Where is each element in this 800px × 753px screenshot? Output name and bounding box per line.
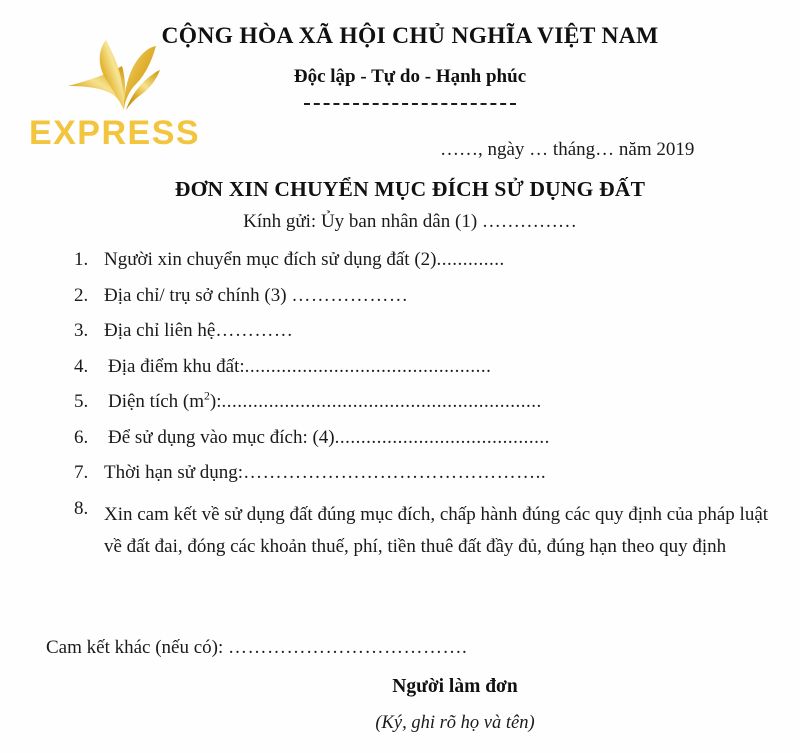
item-number: 2. <box>74 284 89 306</box>
item-label: Địa điểm khu đất: <box>108 355 245 377</box>
form-item-1 <box>74 250 774 269</box>
other-commitment-line <box>46 637 467 659</box>
item-body <box>108 428 774 447</box>
item-body <box>104 286 774 305</box>
page-title: ĐƠN XIN CHUYỂN MỤC ĐÍCH SỬ DỤNG ĐẤT <box>174 177 646 201</box>
form-item-5 <box>74 389 774 412</box>
item-dotted-leader: ............................................................. <box>221 391 542 412</box>
form-item-8 <box>74 499 774 564</box>
item-label: Diện tích (m <box>108 391 205 412</box>
item-dotted-leader: ............. <box>436 249 505 270</box>
item-label: Người xin chuyển mục đích sử dụng đất (2) <box>104 249 437 270</box>
form-items-list <box>74 250 774 580</box>
date-line: ……, ngày … tháng… năm 2019 <box>440 139 695 160</box>
item-label: Địa chỉ liên hệ <box>104 320 216 341</box>
item-number: 4. <box>74 355 89 377</box>
item-body <box>104 250 774 269</box>
item-number: 7. <box>74 462 89 483</box>
other-commitment-label: Cam kết khác (nếu có): <box>46 637 229 658</box>
item-label: Thời hạn sử dụng: <box>104 462 244 483</box>
nation-title: CỘNG HÒA XÃ HỘI CHỦ NGHĨA VIỆT NAM <box>161 23 659 49</box>
form-item-7 <box>74 463 774 482</box>
national-motto: Độc lập - Tự do - Hạnh phúc <box>293 66 527 88</box>
form-item-4 <box>74 357 774 376</box>
express-wordmark: EXPRESS <box>28 114 201 152</box>
item-label-suffix: ): <box>209 391 222 412</box>
item-dotted-leader: ......................................... <box>334 426 550 448</box>
item-label: Địa chỉ/ trụ sở chính (3) <box>104 284 292 306</box>
item-dotted-leader: ……………… <box>291 284 409 306</box>
dashed-rule-icon <box>304 103 516 105</box>
form-item-6 <box>74 428 774 447</box>
form-item-3 <box>74 321 774 340</box>
signature-block <box>300 675 610 735</box>
addressee-line: Kính gửi: Ủy ban nhân dân (1) …………… <box>243 211 577 232</box>
item-dotted-leader: ............................................... <box>244 355 492 377</box>
item-dotted-leader: ………… <box>215 320 294 341</box>
item-body <box>108 357 774 376</box>
other-commitment-dotted-leader: ………………………………. <box>228 637 468 658</box>
item-body <box>104 321 774 340</box>
item-number: 8. <box>74 497 89 519</box>
item-dotted-leader: ……………………………………….. <box>243 462 547 483</box>
item-number: 3. <box>74 320 89 341</box>
item-body <box>108 389 774 412</box>
item-number: 5. <box>74 391 89 412</box>
header-separator <box>150 103 670 105</box>
document-header <box>150 22 670 105</box>
item-body <box>104 463 774 482</box>
square-meter-superscript: 2 <box>204 389 210 403</box>
item-number: 1. <box>74 249 89 270</box>
signature-title: Người làm đơn <box>392 676 518 697</box>
item-label: Để sử dụng vào mục đích: (4) <box>108 426 335 448</box>
item-body: Xin cam kết về sử dụng đất đúng mục đích, chấp hành đúng các quy định của pháp luật về đất đai, đóng các khoản thuế, phí, tiền thuê đất đầy đủ, đúng hạn theo quy định <box>104 503 769 558</box>
signature-note: (Ký, ghi rõ họ và tên) <box>375 713 535 734</box>
form-item-2 <box>74 286 774 305</box>
item-number: 6. <box>74 426 89 448</box>
